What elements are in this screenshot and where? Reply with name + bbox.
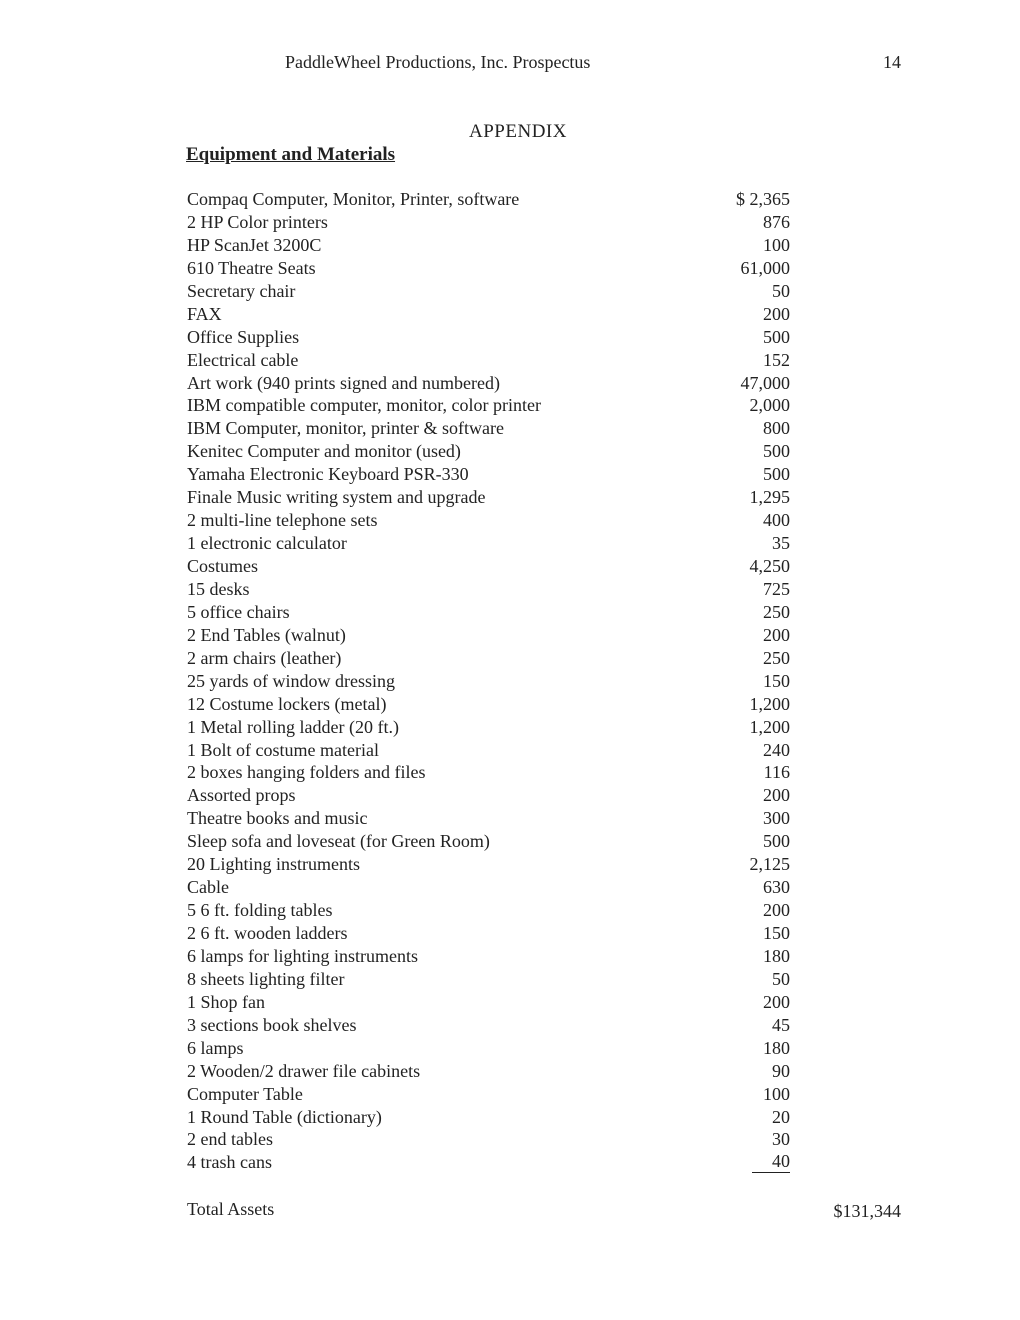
item-value: 30 [772,1129,790,1150]
item-value: 725 [763,578,790,599]
item-name: Electrical cable [187,349,299,370]
list-item [0,670,1020,693]
list-item [0,578,1020,601]
item-value: 100 [763,234,790,255]
item-value: 1,200 [749,716,790,737]
item-name: HP ScanJet 3200C [187,234,322,255]
list-item [0,1151,1020,1174]
total-value: $131,344 [833,1201,901,1221]
section-title: Equipment and Materials [186,144,396,165]
item-name: Secretary chair [187,280,296,301]
item-name: 610 Theatre Seats [187,257,316,278]
list-item [0,1060,1020,1083]
item-value: 180 [763,945,790,966]
list-item [0,991,1020,1014]
item-value: 500 [763,326,790,347]
list-item [0,280,1020,303]
list-item [0,509,1020,532]
page-number: 14 [883,52,901,72]
item-value: 630 [763,877,790,898]
list-item [0,349,1020,372]
item-value: 800 [763,418,790,439]
item-name: Office Supplies [187,326,300,347]
item-name: 1 Bolt of costume material [187,739,379,760]
list-item [0,234,1020,257]
list-item [0,853,1020,876]
item-name: IBM compatible computer, monitor, color printer [187,395,541,416]
item-value: 200 [763,900,790,921]
list-item [0,463,1020,486]
list-item [0,761,1020,784]
list-item [0,188,1020,211]
item-name: 6 lamps [187,1037,244,1058]
item-name: 1 electronic calculator [187,533,347,554]
item-value: 240 [763,739,790,760]
item-name: 2 HP Color printers [187,211,328,232]
item-name: 2 end tables [187,1129,273,1150]
item-name: 2 Wooden/2 drawer file cabinets [187,1060,421,1081]
total-label: Total Assets [187,1199,275,1219]
item-value: 35 [772,533,790,554]
list-item [0,1014,1020,1037]
item-name: Theatre books and music [187,808,368,829]
list-item [0,440,1020,463]
list-item [0,601,1020,624]
item-name: 2 6 ft. wooden ladders [187,923,348,943]
list-item [0,899,1020,922]
list-item [0,1106,1020,1129]
list-item [0,257,1020,280]
item-name: Kenitec Computer and monitor (used) [187,441,461,462]
item-name: Finale Music writing system and upgrade [187,487,486,508]
list-item [0,394,1020,417]
item-name: Cable [187,877,229,898]
list-item [0,922,1020,945]
list-item [0,1037,1020,1060]
item-name: 1 Metal rolling ladder (20 ft.) [187,716,399,737]
list-item [0,968,1020,991]
item-name: 8 sheets lighting filter [187,968,345,989]
appendix-heading: APPENDIX [469,121,567,142]
list-item [0,739,1020,762]
list-item [0,784,1020,807]
list-item [0,945,1020,968]
item-name: 2 End Tables (walnut) [187,624,346,645]
item-value: 400 [763,510,790,531]
list-item [0,417,1020,440]
item-name: Sleep sofa and loveseat (for Green Room) [187,831,490,852]
list-item [0,532,1020,555]
item-name: 3 sections book shelves [187,1014,357,1035]
item-value: 1,200 [749,693,790,714]
item-name: 5 office chairs [187,601,290,622]
item-value: 4,250 [749,556,790,576]
list-item [0,303,1020,326]
item-name: Costumes [187,556,259,576]
item-value: 45 [772,1014,790,1035]
item-value: 180 [763,1037,790,1058]
item-name: 4 trash cans [187,1152,272,1173]
list-item [0,1083,1020,1106]
item-name: Art work (940 prints signed and numbered) [187,372,500,393]
item-value: 116 [763,762,790,783]
item-name: IBM Computer, monitor, printer & software [187,418,505,439]
list-item [0,486,1020,509]
list-item [0,326,1020,349]
item-name: 15 desks [187,578,250,599]
item-name: 1 Shop fan [187,991,265,1012]
item-value: 47,000 [740,372,790,393]
item-value: 1,295 [749,487,790,508]
item-value: 90 [772,1060,790,1081]
list-item [0,624,1020,647]
item-value: 500 [763,441,790,462]
item-value: 61,000 [740,257,790,278]
item-name: Compaq Computer, Monitor, Printer, software [187,189,520,209]
equipment-list [0,188,1020,1174]
item-name: Yamaha Electronic Keyboard PSR-330 [187,464,469,485]
item-value: 2,125 [749,854,790,875]
item-value: 50 [772,280,790,301]
item-name: Assorted props [187,785,296,806]
list-item [0,807,1020,830]
item-name: 20 Lighting instruments [187,854,360,875]
list-item [0,372,1020,395]
item-value: 250 [763,647,790,668]
item-name: 5 6 ft. folding tables [187,900,333,921]
item-value: 100 [763,1083,790,1104]
item-value: 200 [763,785,790,806]
item-value: 150 [763,923,790,943]
item-name: Computer Table [187,1083,303,1104]
item-value: 150 [763,670,790,691]
list-item [0,716,1020,739]
item-name: 2 arm chairs (leather) [187,647,342,668]
item-name: 2 boxes hanging folders and files [187,762,426,783]
item-name: 2 multi-line telephone sets [187,510,378,531]
item-value: 200 [763,624,790,645]
item-name: 6 lamps for lighting instruments [187,945,418,966]
page-header [0,52,1020,78]
item-value: $ 2,365 [736,189,790,209]
item-value: 500 [763,831,790,852]
list-item [0,876,1020,899]
item-value: 200 [763,303,790,324]
item-value: 2,000 [749,395,790,416]
item-value: 500 [763,464,790,485]
list-item [0,1128,1020,1151]
item-value: 20 [772,1106,790,1127]
item-value: 40 [752,1151,790,1173]
item-value: 200 [763,991,790,1012]
list-item [0,647,1020,670]
item-name: 25 yards of window dressing [187,670,395,691]
item-value: 152 [763,349,790,370]
header-title: PaddleWheel Productions, Inc. Prospectus [285,52,591,72]
list-item [0,693,1020,716]
item-value: 50 [772,968,790,989]
list-item [0,211,1020,234]
list-item [0,555,1020,578]
item-value: 876 [763,211,790,232]
item-name: FAX [187,303,222,324]
list-item [0,830,1020,853]
item-value: 300 [763,808,790,829]
item-name: 12 Costume lockers (metal) [187,693,387,714]
item-name: 1 Round Table (dictionary) [187,1106,382,1127]
item-value: 250 [763,601,790,622]
